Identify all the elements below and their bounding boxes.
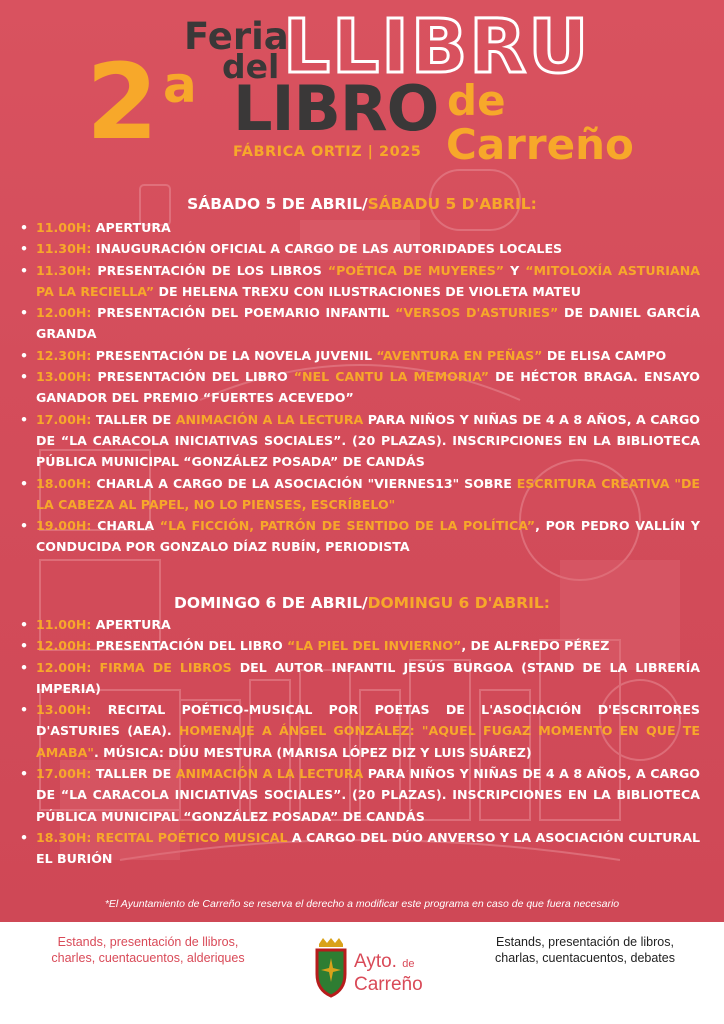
- program-text: Y: [504, 262, 526, 278]
- program-text: APERTURA: [91, 617, 171, 632]
- program-highlight: FIRMA DE LIBROS: [99, 659, 232, 675]
- disclaimer: *El Ayuntamiento de Carreño se reserva el derecho a modificar este programa en caso de que fuera necesario: [104, 898, 620, 910]
- program-item: [18, 238, 700, 259]
- footer-spanish-text: [460, 934, 710, 966]
- program-time: 11.00H:: [36, 220, 92, 235]
- program-time: 13.00H:: [36, 702, 92, 718]
- sunday-heading-ast: DOMINGU 6 D'ABRIL:: [367, 594, 550, 612]
- program-item: [18, 345, 700, 366]
- program-time: 12.00H:: [36, 638, 92, 654]
- program-item: [18, 473, 700, 516]
- saturday-program: [18, 217, 700, 558]
- program-text: PRESENTACIÓN DEL LIBRO: [91, 638, 288, 654]
- program-item: [18, 614, 700, 635]
- sunday-program: [18, 614, 700, 870]
- logo-ayto-text: Ayto.: [354, 951, 397, 972]
- program-text: . MÚSICA: DÚU MESTURA (MARISA LÓPEZ DIZ Y LUIS SUÁREZ): [93, 744, 532, 760]
- program-text: PRESENTACIÓN DE LA NOVELA JUVENIL: [91, 347, 377, 363]
- program-item: [18, 409, 700, 473]
- program-text: PRESENTACIÓN DEL LIBRO: [91, 369, 294, 385]
- program-time: 18.30H:: [36, 829, 92, 845]
- title-carreno: Carreño: [446, 120, 634, 169]
- logo-carreno: Carreño: [354, 974, 423, 995]
- program-item: [18, 217, 700, 238]
- saturday-heading-es: SÁBADO 5 DE ABRIL/: [187, 195, 368, 213]
- program-highlight: “LA FICCIÓN, PATRÓN DE SENTIDO DE LA POLÍTICA”: [159, 518, 536, 534]
- program-text: DE DANIEL GARCÍA GRANDA: [36, 305, 700, 342]
- footer-right-line2: charlas, cuentacuentos, debates: [495, 951, 675, 965]
- program-highlight: “AVENTURA EN PEÑAS”: [376, 347, 543, 363]
- program-item: [18, 366, 700, 409]
- logo-ayto: [354, 952, 415, 971]
- program-text: PARA NIÑOS Y NIÑAS DE 4 A 8 AÑOS, A CARGO DE “LA CARACOLA INICIATIVAS SOCIALES”. (20 PLAZAS). INSCRIPCIONES EN LA BIBLIOTECA PÚBLICA MUNICIPAL “GONZÁLEZ POSADA” DE CANDÁS: [36, 766, 700, 824]
- program-text: INAUGURACIÓN OFICIAL A CARGO DE LAS AUTORIDADES LOCALES: [91, 241, 563, 257]
- venue-year: FÁBRICA ORTIZ | 2025: [233, 144, 422, 160]
- program-text: CHARLA A CARGO DE LA ASOCIACIÓN "VIERNES13" SOBRE: [91, 475, 517, 491]
- program-item: [18, 699, 700, 763]
- program-text: , POR PEDRO VALLÍN Y CONDUCIDA POR GONZALO DÍAZ RUBÍN, PERIODISTA: [36, 518, 700, 555]
- title-llibru: LLIBRU: [283, 4, 591, 90]
- program-item: [18, 635, 700, 656]
- program-text: APERTURA: [91, 220, 171, 235]
- program-time: 11.30H:: [36, 241, 92, 257]
- program-highlight: HOMENAJE A ÁNGEL GONZÁLEZ: "AQUEL FUGAZ MOMENTO EN QUE TE AMABA": [36, 723, 700, 760]
- saturday-heading-ast: SÁBADU 5 D'ABRIL:: [367, 195, 537, 213]
- program-time: 19.00H:: [36, 518, 92, 534]
- saturday-heading: [0, 197, 724, 213]
- program-item: [18, 657, 700, 700]
- program-item: [18, 260, 700, 303]
- footer-left-line1: Estands, presentación de llibros,: [57, 935, 239, 949]
- program-text: PRESENTACIÓN DEL POEMARIO INFANTIL: [91, 305, 396, 321]
- sunday-heading-es: DOMINGO 6 DE ABRIL/: [174, 594, 368, 612]
- program-highlight: ANIMACIÓN A LA LECTURA: [175, 411, 364, 427]
- program-time: 12.30H:: [36, 347, 92, 363]
- program-time: 12.00H:: [36, 305, 92, 321]
- program-item: [18, 515, 700, 558]
- title-feria: Feria: [184, 15, 289, 58]
- program-time: 17.00H:: [36, 766, 92, 782]
- program-text: , DE ALFREDO PÉREZ: [461, 638, 610, 654]
- program-highlight: “POÉTICA DE MUYERES”: [327, 262, 505, 278]
- program-text: DE ELISA CAMPO: [542, 347, 667, 363]
- program-time: 12.00H:: [36, 659, 92, 675]
- program-time: 11.00H:: [36, 617, 92, 632]
- program-text: RECITAL POÉTICO-MUSICAL POR POETAS DE L'ASOCIACIÓN D'ESCRITORES D'ASTURIES (AEA).: [36, 702, 700, 739]
- edition-suffix: a: [163, 56, 197, 114]
- program-text: DEL AUTOR INFANTIL JESÚS BURGOA (STAND DE LA LIBRERÍA IMPERIA): [36, 659, 701, 696]
- program-text: TALLER DE: [91, 766, 176, 782]
- program-highlight: “LA PIEL DEL INVIERNO”: [287, 638, 462, 654]
- program-text: PARA NIÑOS Y NIÑAS DE 4 A 8 AÑOS, A CARGO DE “LA CARACOLA INICIATIVAS SOCIALES”. (20 PLAZAS). INSCRIPCIONES EN LA BIBLIOTECA PÚBLICA MUNICIPAL “GONZÁLEZ POSADA” DE CANDÁS: [36, 411, 700, 470]
- program-item: [18, 763, 700, 827]
- program-item: [18, 827, 700, 870]
- program-highlight: ESCRITURA CREATIVA "DE LA CABEZA AL PAPEL, NO LO PIENSES, ESCRÍBELO": [36, 475, 700, 512]
- logo-de-text: de: [402, 958, 415, 970]
- title-de: de: [447, 76, 506, 125]
- footer-asturian-text: [20, 934, 276, 966]
- program-text: CHARLA: [91, 518, 160, 534]
- program-highlight: “NEL CANTU LA MEMORIA”: [293, 369, 490, 385]
- program-text: DE HÉCTOR BRAGA. ENSAYO GANADOR DEL PREMIO “FUERTES ACEVEDO”: [36, 369, 701, 406]
- program-time: 11.30H:: [36, 262, 92, 278]
- program-time: 18.00H:: [36, 475, 92, 491]
- sunday-heading: [0, 596, 724, 612]
- program-time: 17.00H:: [36, 411, 92, 427]
- program-text: A CARGO DEL DÚO ANVERSO Y LA ASOCIACIÓN CULTURAL EL BURIÓN: [36, 829, 700, 867]
- program-highlight: “VERSOS D'ASTURIES”: [395, 305, 559, 321]
- title-del: del: [222, 47, 280, 86]
- program-text: TALLER DE: [91, 411, 176, 427]
- program-item: [18, 302, 700, 345]
- program-highlight: ANIMACIÓN A LA LECTURA: [175, 766, 364, 782]
- program-highlight: RECITAL POÉTICO MUSICAL: [95, 829, 288, 845]
- title-libro: LIBRO: [233, 72, 439, 145]
- program-time: 13.00H:: [36, 369, 92, 385]
- footer-left-line2: charles, cuentacuentos, alderiques: [51, 951, 245, 965]
- edition-number: 2: [86, 41, 157, 163]
- coat-of-arms-icon: [313, 938, 349, 1000]
- program-highlight: “MITOLOXÍA ASTURIANA PA LA RECIELLA”: [36, 262, 701, 299]
- program-text: DE HELENA TREXU CON ILUSTRACIONES DE VIOLETA MATEU: [154, 283, 581, 299]
- program-text: PRESENTACIÓN DE LOS LIBROS: [91, 262, 328, 278]
- footer-right-line1: Estands, presentación de libros,: [496, 935, 674, 949]
